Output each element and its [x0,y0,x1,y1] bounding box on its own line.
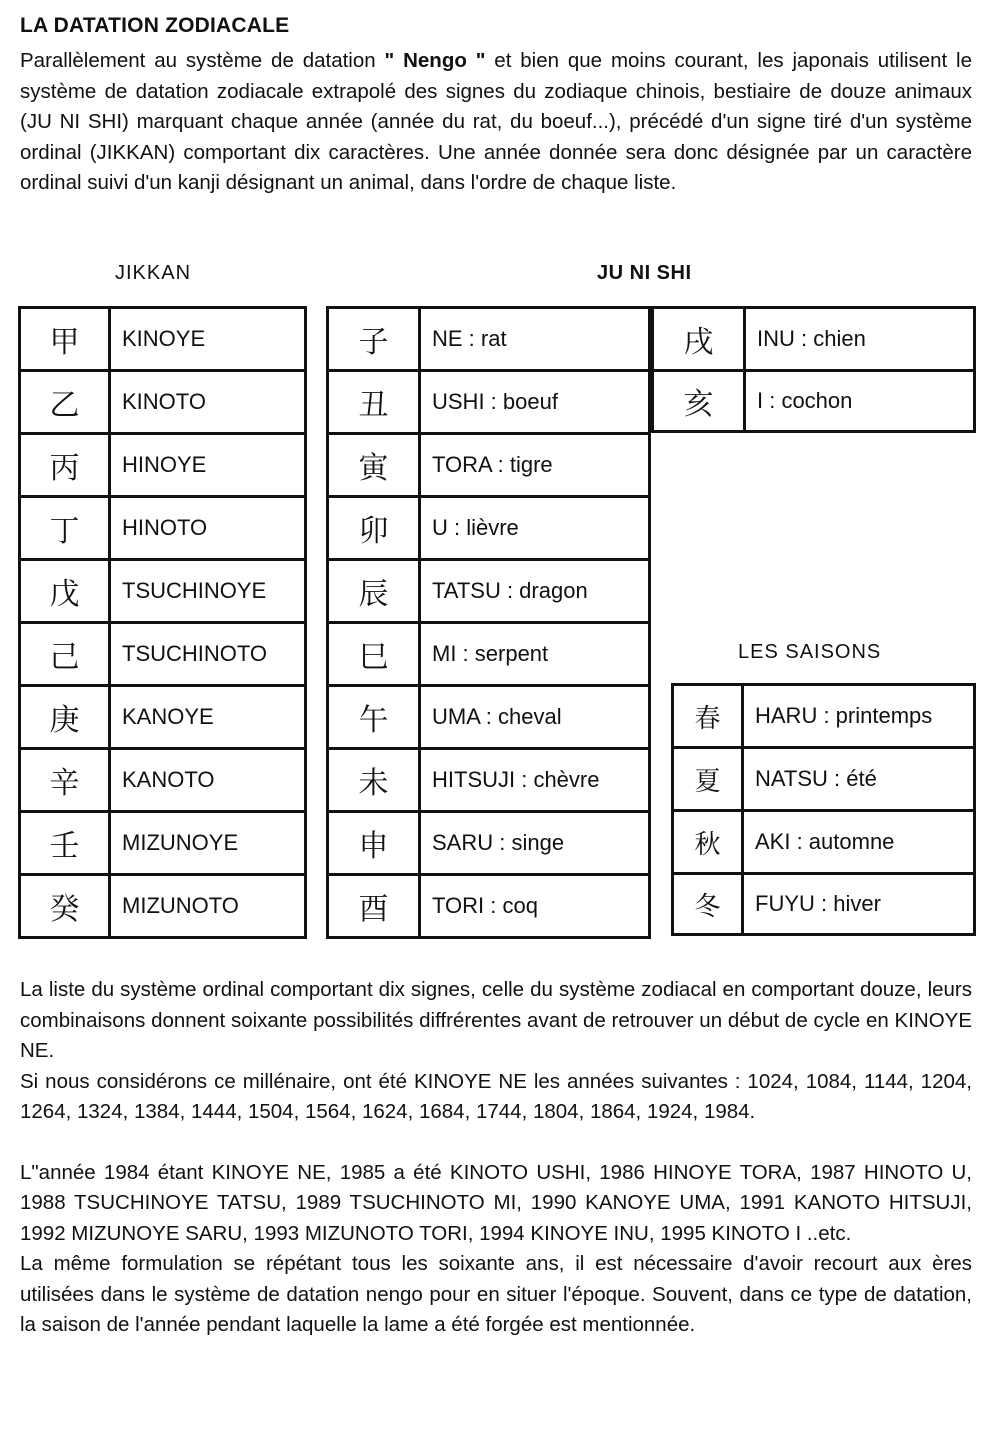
intro-bold-nengo: " Nengo " [384,49,486,72]
kanji-cell: 酉 [328,875,420,938]
kanji-cell: 秋 [673,811,743,874]
kanji-cell: 申 [328,812,420,875]
table-row [328,875,650,938]
name-cell: AKI : automne [743,811,975,874]
name-cell: NATSU : été [743,748,975,811]
name-cell: SARU : singe [420,812,650,875]
name-cell: UMA : cheval [420,686,650,749]
kanji-cell: 戌 [653,308,745,371]
kanji-cell: 午 [328,686,420,749]
paragraph-gap [20,1128,972,1158]
kanji-cell: 庚 [20,686,110,749]
paragraph-conclusion: La même formulation se répétant tous les soixante ans, il est nécessaire d'avoir recourt aux ères utilisées dans le système de datation nengo pour en situer l'époque. Souvent, dans ce type de datation, la saison de l'année pendant laquelle la lame a été forgée est mentionnée. [20,1252,972,1336]
table-row [328,686,650,749]
table-row [328,308,650,371]
kanji-cell: 丙 [20,434,110,497]
intro-text-2: et bien que moins courant, les japonais utilisent le système de datation zodiacale extrapolé des signes du zodiaque chinois, bestiaire de douze animaux (JU NI SHI) marquant chaque année (année du rat, du boeuf...), précédé d'un signe tiré d'un système ordinal (JIKKAN) comportant dix caractères. Une année donnée sera donc désignée par un caractère ordinal suivi d'un kanji désignant un animal, dans l'ordre de chaque liste. [20,49,973,194]
table-row [653,308,975,371]
name-cell: KANOYE [110,686,306,749]
name-cell: HARU : printemps [743,685,975,748]
table-row [653,371,975,432]
name-cell: MIZUNOTO [110,875,306,938]
junishi-table-2 [651,306,976,433]
kanji-cell: 丑 [328,371,420,434]
kanji-cell: 己 [20,623,110,686]
saisons-table [671,683,976,936]
table-row [20,560,306,623]
jikkan-label: JIKKAN [115,262,192,284]
name-cell: TSUCHINOTO [110,623,306,686]
kanji-cell: 春 [673,685,743,748]
name-cell: INU : chien [745,308,975,371]
table-row [20,686,306,749]
intro-paragraph [20,46,972,199]
name-cell: U : lièvre [420,497,650,560]
table-row [673,874,975,935]
name-cell: TORI : coq [420,875,650,938]
paragraph-examples: L"année 1984 étant KINOYE NE, 1985 a été KINOTO USHI, 1986 HINOYE TORA, 1987 HINOTO U, 1988 TSUCHINOYE TATSU, 1989 TSUCHINOTO MI, 1990 KANOYE UMA, 1991 KANOTO HITSUJI, 1992 MIZUNOYE SARU, 1993 MIZUNOTO TORI, 1994 KINOYE INU, 1995 KINOTO I ..etc. [20,1160,972,1245]
intro-text-1: Parallèlement au système de datation [20,49,385,72]
table-row [328,812,650,875]
table-row [20,623,306,686]
table-row [328,497,650,560]
name-cell: TATSU : dragon [420,560,650,623]
table-row [673,748,975,811]
table-row [328,560,650,623]
page-title: LA DATATION ZODIACALE [20,14,290,37]
kanji-cell: 壬 [20,812,110,875]
kanji-cell: 乙 [20,371,110,434]
kanji-cell: 亥 [653,371,745,432]
table-row [20,308,306,371]
name-cell: FUYU : hiver [743,874,975,935]
name-cell: I : cochon [745,371,975,432]
kanji-cell: 巳 [328,623,420,686]
kanji-cell: 寅 [328,434,420,497]
kanji-cell: 冬 [673,874,743,935]
name-cell: KANOTO [110,749,306,812]
kanji-cell: 辛 [20,749,110,812]
name-cell: MIZUNOYE [110,812,306,875]
kanji-cell: 辰 [328,560,420,623]
table-row [20,875,306,938]
table-row [20,434,306,497]
table-row [20,371,306,434]
table-row [328,371,650,434]
bottom-text [20,975,972,1341]
name-cell: KINOTO [110,371,306,434]
name-cell: USHI : boeuf [420,371,650,434]
table-row [328,749,650,812]
saisons-label: LES SAISONS [738,641,882,663]
name-cell: NE : rat [420,308,650,371]
kanji-cell: 夏 [673,748,743,811]
table-row [673,685,975,748]
name-cell: HITSUJI : chèvre [420,749,650,812]
paragraph-combinations: La liste du système ordinal comportant dix signes, celle du système zodiacal en comportant douze, leurs combinaisons donnent soixante possibilités diffrérentes avant de retrouver un début de cycle en KINOYE NE. [20,978,972,1062]
junishi-label: JU NI SHI [597,262,692,284]
kanji-cell: 癸 [20,875,110,938]
kanji-cell: 子 [328,308,420,371]
name-cell: HINOYE [110,434,306,497]
name-cell: KINOYE [110,308,306,371]
name-cell: TORA : tigre [420,434,650,497]
table-row [20,497,306,560]
table-row [328,434,650,497]
paragraph-years: Si nous considérons ce millénaire, ont été KINOYE NE les années suivantes : 1024, 1084, 1144, 1204, 1264, 1324, 1384, 1444, 1504, 1564, 1624, 1684, 1744, 1804, 1864, 1924, 1984. [20,1069,972,1123]
jikkan-table [18,306,307,939]
name-cell: MI : serpent [420,623,650,686]
table-row [20,812,306,875]
table-row [328,623,650,686]
kanji-cell: 卯 [328,497,420,560]
kanji-cell: 未 [328,749,420,812]
junishi-table [326,306,651,939]
kanji-cell: 戊 [20,560,110,623]
kanji-cell: 甲 [20,308,110,371]
table-row [673,811,975,874]
kanji-cell: 丁 [20,497,110,560]
name-cell: TSUCHINOYE [110,560,306,623]
table-row [20,749,306,812]
name-cell: HINOTO [110,497,306,560]
